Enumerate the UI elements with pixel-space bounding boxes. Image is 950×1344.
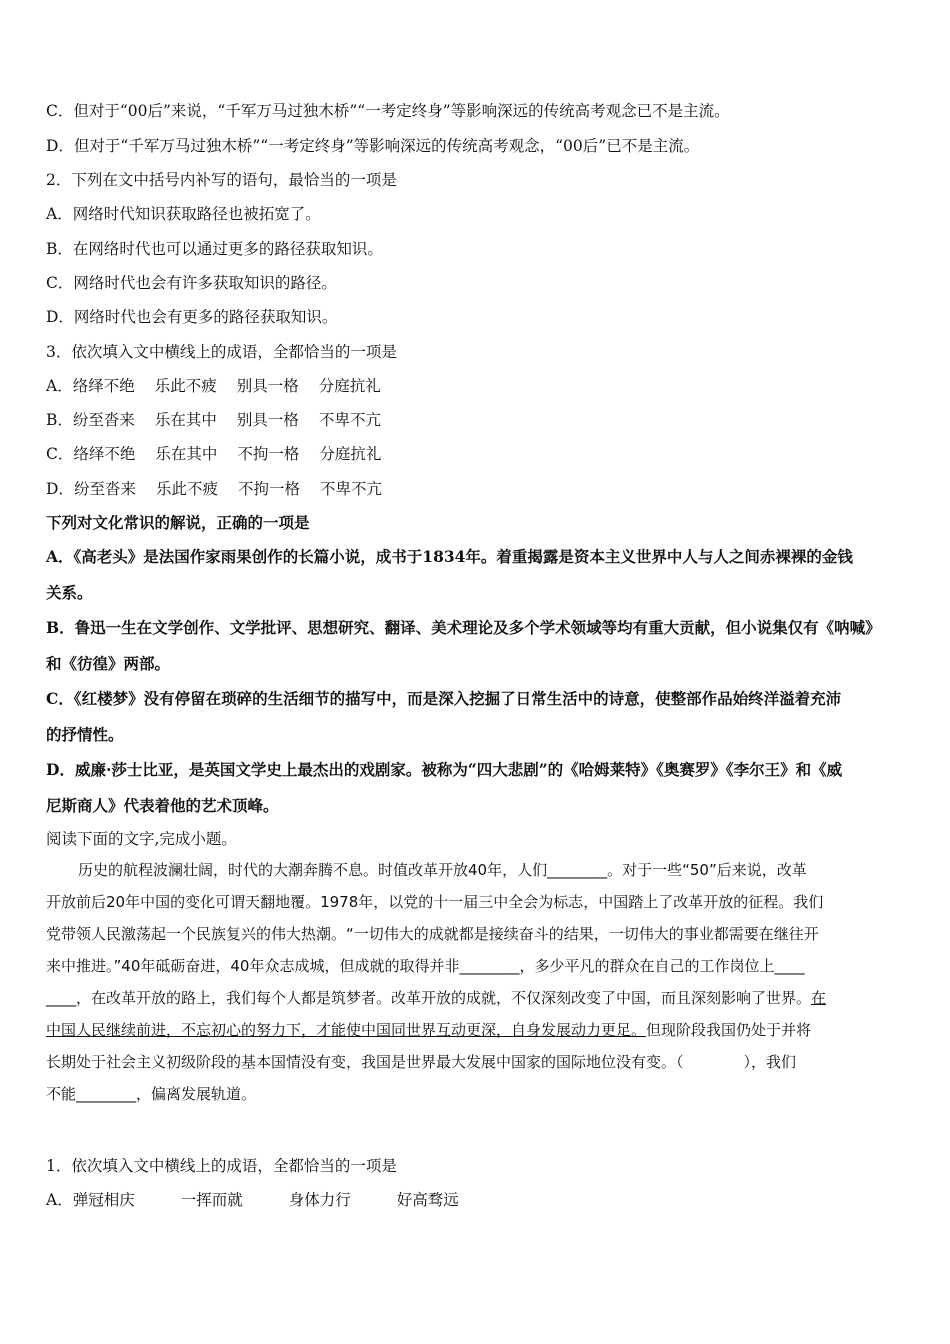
passage-line-5: ____，在改革开放的路上，我们每个人都是筑梦者。改革开放的成就，不仅深刻改变了中国，而且深刻影响了世界。在 [46,989,827,1007]
culture-option-d-line1: D．威廉·莎士比亚，是英国文学史上最杰出的戏剧家。被称为“四大悲剧”的《哈姆莱特》《奥赛罗》《李尔王》和《威 [46,760,843,779]
sub-q1-option-a: A．弹冠相庆 一挥而就 身体力行 好高骛远 [46,1191,459,1209]
passage-line-2: 开放前后20年中国的变化可谓天翻地覆。1978年，以党的十一届三中全会为标志，中国踏上了改革开放的征程。我们 [46,893,824,911]
q3-option-a: A．络绎不绝 乐此不疲 别具一格 分庭抗礼 [46,377,381,395]
question-3-stem: 3．依次填入文中横线上的成语，全都恰当的一项是 [46,343,397,361]
culture-option-b-line1: B．鲁迅一生在文学创作、文学批评、思想研究、翻译、美术理论及多个学术领域等均有重大贡献，但小说集仅有《呐喊》 [46,618,881,637]
culture-question-stem: 下列对文化常识的解说，正确的一项是 [46,513,310,532]
q3-option-b: B．纷至沓来 乐在其中 别具一格 不卑不亢 [46,411,381,429]
passage-line-8: 不能________，偏离发展轨道。 [46,1085,257,1103]
passage-line-1: 历史的航程波澜壮阔，时代的大潮奔腾不息。时值改革开放40年，人们________。对于一些“50”后来说，改革 [78,861,807,879]
sub-question-1-stem: 1．依次填入文中横线上的成语，全都恰当的一项是 [46,1157,397,1175]
option-c-line: C．但对于“00后”来说，“千军万马过独木桥”“一考定终身”等影响深远的传统高考观念已不是主流。 [46,102,730,120]
question-2-stem: 2．下列在文中括号内补写的语句，最恰当的一项是 [46,171,397,189]
q2-option-c: C．网络时代也会有许多获取知识的路径。 [46,274,337,292]
underlined-sentence-start: 在 [811,989,827,1007]
culture-option-b-line2: 和《彷徨》两部。 [46,654,171,673]
passage-line-4: 来中推进。”40年砥砺奋进，40年众志成城，但成就的取得并非________，多少平凡的群众在自己的工作岗位上____ [46,957,805,975]
option-d-line: D．但对于“千军万马过独木桥”“一考定终身”等影响深远的传统高考观念，“00后”已不是主流。 [46,137,700,155]
culture-option-a-line1: A．《高老头》是法国作家雨果创作的长篇小说，成书于1834年。着重揭露是资本主义世界中人与人之间赤裸裸的金钱 [46,547,853,566]
passage-line-6: 中国人民继续前进，不忘初心的努力下，才能使中国同世界互动更深，自身发展动力更足。但现阶段我国仍处于并将 [46,1021,812,1039]
q3-option-c: C．络绎不绝 乐在其中 不拘一格 分庭抗礼 [46,445,382,463]
culture-option-d-line2: 尼斯商人》代表着他的艺术顶峰。 [46,796,279,815]
q2-option-a: A．网络时代知识获取路径也被拓宽了。 [46,205,321,223]
passage-line-7: 长期处于社会主义初级阶段的基本国情没有变，我国是世界最大发展中国家的国际地位没有变。（ ），我们 [46,1053,797,1071]
underlined-sentence: 中国人民继续前进，不忘初心的努力下，才能使中国同世界互动更深，自身发展动力更足。 [46,1021,647,1039]
culture-option-c-line2: 的抒情性。 [46,725,124,744]
culture-option-a-line2: 关系。 [46,583,93,602]
q2-option-b: B．在网络时代也可以通过更多的路径获取知识。 [46,240,383,258]
q2-option-d: D．网络时代也会有更多的路径获取知识。 [46,308,338,326]
culture-option-c-line1: C．《红楼梦》没有停留在琐碎的生活细节的描写中，而是深入挖掘了日常生活中的诗意，使整部作品始终洋溢着充沛 [46,689,842,708]
passage-line-3: 党带领人民激荡起一个民族复兴的伟大热潮。“一切伟大的成就都是接续奋斗的结果，一切伟大的事业都需要在继往开 [46,925,819,943]
reading-intro: 阅读下面的文字,完成小题。 [46,830,237,848]
q3-option-d: D．纷至沓来 乐此不疲 不拘一格 不卑不亢 [46,480,382,498]
